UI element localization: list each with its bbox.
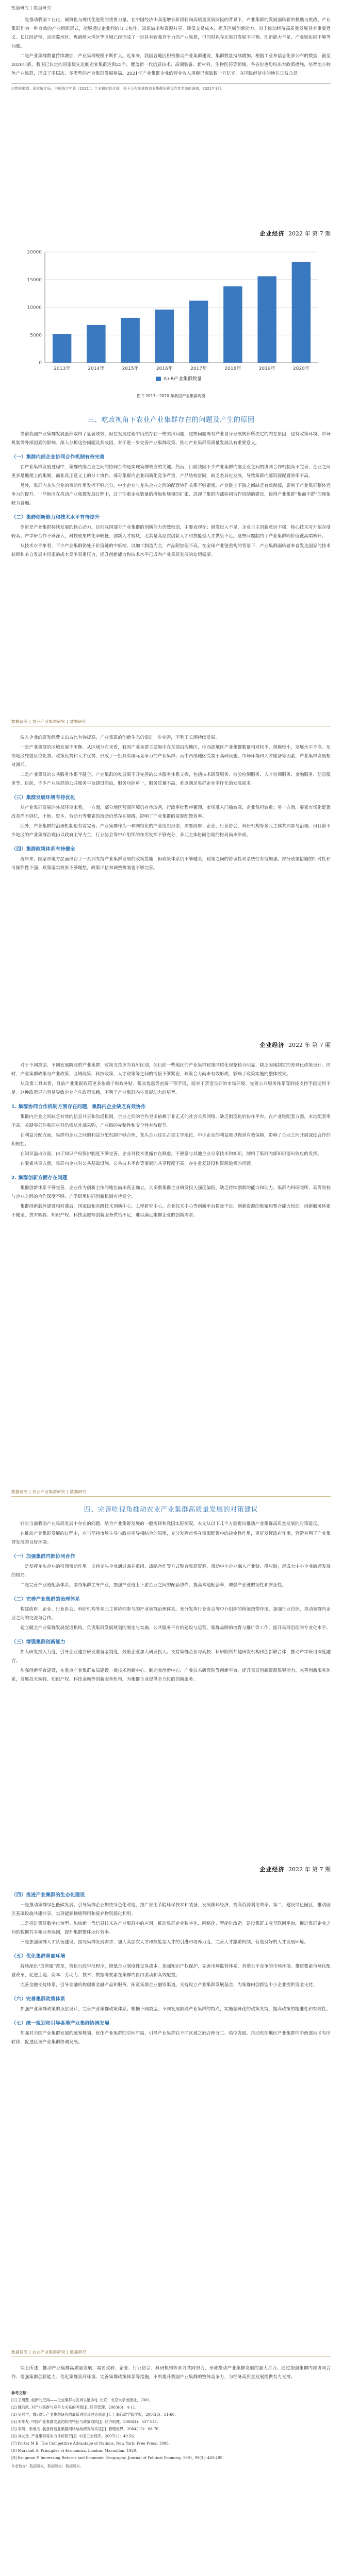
bar	[155, 310, 173, 363]
reference-item: [4] 朱华友. 中国产业集群发展的阶段特征与政策取向[J]. 经济地理，2008(4)：537-541.	[11, 2419, 158, 2424]
paragraph: 在利益分配方面，集群内企业之间的利益分配机制不够合理，龙头企业往往占据主导地位，中小企业的利益难以得到有效保障，影响了企业之间开展深度合作的积极性。	[11, 1133, 331, 1147]
bar	[87, 325, 105, 363]
paragraph: 此外，产业集群的治理机制也有待完善。产业集群作为一种网络化的产业组织形态，需要政府、企业、行业协会、科研机构等多元主体共同参与治理。但目前不少地区的产业集群治理仍以政府主导为主，行业协会等中介组织的作用发挥不够充分，多元主体协同治理的格局尚未形成。	[11, 824, 331, 838]
subsection-title: （四）推进产业集群的生态化建设	[11, 1892, 85, 1898]
page-section-5	[11, 1886, 331, 2048]
page-section-6	[11, 2349, 331, 2469]
paragraph: 一是推动集群绿色低碳发展。引导集群企业加快绿色化改造，推广应用节能环保技术和装备，发展循环经济，提高资源利用效率。第二，建设绿色园区，推动园区基础设施共建共享，实现能源梯级利用和废弃物资源化利用。	[11, 1903, 331, 1917]
references	[11, 2390, 331, 2461]
x-tick-label: 2018年	[224, 366, 241, 371]
references-title: 参考文献：	[11, 2391, 30, 2395]
subsection-title: （三）集群发展环境有待优化	[11, 795, 75, 801]
reference-item: [8] Marshall A. Principles of Economics. London: Macmillan, 1920.	[11, 2448, 138, 2453]
footnote: ①数据来源：国家统计局，中国统计年鉴（2021）；工业和信息化部，关于公布先进制造业集群决赛优胜者名单的通知，2021年3月。	[11, 83, 331, 92]
subsection-title: （六）完善集群政策体系	[11, 1996, 66, 2002]
paragraph: 二是产业集群数量持续增加，产业集群规模不断扩大。近年来，我国各地区积极推动产业集群建设，集群数量持续增加。根据工业和信息化部公布的数据，截至2020年底，我国已认定的国家级先进制造业集群达到25个，覆盖新一代信息技术、高端装备、新材料、生物医药等领域。各省份也纷纷出台政策措施，培育地方特色产业集群，形成了多层次、多类型的产业集群发展格局。2021年产业集群企业的营业收入规模已突破数十万亿元，在国民经济中的地位日益凸显。	[11, 54, 331, 76]
author-note: 作者简介：数据研究，数据研究；数据研究。	[11, 2464, 84, 2468]
folio	[260, 229, 331, 238]
x-tick-label: 2019年	[258, 366, 275, 371]
x-tick-label: 2014年	[87, 366, 104, 371]
paragraph: 综上所述，推动产业集群高质量发展，需要政府、企业、行业协会、科研机构等多方共同努力，形成推动产业集群发展的强大合力。通过加强集群内部协同合作、增强集群创新能力、优化集群营商环境、完善集群政策体系等措施，不断提升我国产业集群的整体竞争力，为经济高质量发展提供有力支撑。	[11, 2366, 331, 2380]
bar	[121, 318, 139, 363]
subsection-title: （二）完善产业集群的治理体系	[11, 1597, 80, 1602]
figure-caption: 图 1 2013—2020 年我国产业集群规模	[137, 394, 205, 398]
paragraph: 创新是产业集群持续发展的核心动力。目前我国部分产业集群的创新能力仍然较弱，主要表现在：研发投入不足，企业自主创新意识不强，核心技术对外依存度较高；产学研合作不够深入，科技成果转化率较低；创新人才短缺，尤其是高层次创新人才和技能型人才供给不足。这些问题制约了产业集群向价值链高端攀升。	[11, 525, 331, 539]
paragraph: 一是发挥龙头企业的引领带动作用。支持龙头企业通过兼并重组、战略合作等方式整合集群资源，带动中小企业融入产业链、供应链，形成大中小企业融通发展的格局。	[11, 1564, 331, 1578]
reference-item: [9] Krugman P. Increasing Returns and Economic Geography. Journal of Political Economy, 1991, 99(3): 483-499.	[11, 2455, 224, 2460]
paragraph: 在产业集群发展过程中，集群内部企业之间的协同合作是实现集群效应的关键。然而，目前我国不少产业集群内部企业之间的协同合作机制尚不完善，企业之间更多是地理上的集聚，而非真正意义上的分工协作。部分集群内企业同质化竞争严重，产品结构雷同，缺乏差异化发展，导致集群内部资源配置效率不高。	[11, 465, 331, 479]
paragraph: 另外，集群内龙头企业的带动作用发挥不够充分，中小企业与龙头企业之间的配套协作关系不够紧密，产业链上下游之间缺乏有效衔接，影响了产业集群整体竞争力的提升。一些地区在推动产业集群发展过程中，过于注重企业数量的增加和规模的扩张，忽视了集群内部协同合作机制的建设，使得产业集群“集而不群”的现象较为普遍。	[11, 483, 331, 506]
y-tick-label: 5000	[29, 333, 42, 338]
subsection-title: （五）优化集群营商环境	[11, 1954, 66, 1959]
issue-label: 2022 年 第 7 期	[288, 1866, 331, 1873]
folio	[260, 1041, 331, 1049]
paragraph: 对于不同类型、不同发展阶段的产业集群，政策支持应当有所区别，但目前一些地区的产业集群政策同质化现象较为明显，缺乏因地制宜的差异化政策设计。同时，产业集群政策与产业政策、区域政策、科技政策、人才政策等之间的衔接不够紧密，政策合力尚未有效形成，影响了政策实施的整体效果。	[11, 1063, 331, 1077]
paragraph: 二是完善产业链配套体系。围绕集群主导产业，加强产业链上下游企业之间的配套协作，提高本地配套率，增强产业链的韧性和安全性。	[20, 1583, 286, 1588]
reference-item: [3] 吴利学，魏后凯. 产业集群研究的最新进展及理论前沿[J]. 上海行政学院学报，2004(3)：51-60.	[11, 2412, 176, 2417]
paragraph: 在推动产业集群发展的过程中，应当坚持市场主导与政府引导相结合的原则，充分发挥市场在资源配置中的决定性作用，更好发挥政府作用，营造有利于产业集群发展的良好环境。	[11, 1531, 331, 1545]
page-section-4	[11, 1489, 331, 1685]
section-3	[11, 407, 331, 561]
paragraph: 集群创新体系不够完善，企业作为创新主体的地位尚未真正确立。大多数集群企业研发投入强度偏低，缺乏持续创新的能力和动力。集群内科研院所、高等院校与企业之间的合作深度不够，产学研用协同创新机制有待健全。	[11, 1185, 331, 1199]
paragraph: 加强创新平台建设，在重点产业集群布局建设一批技术创新中心、制造业创新中心、产业技术研究院等创新平台，提升集群创新资源集聚能力。完善创新服务体系，发展技术转移、知识产权、科技金融等创新服务机构，为集群企业提供全方位的创新服务。	[11, 1668, 331, 1682]
bar	[223, 286, 242, 363]
page-section-1	[11, 5, 331, 92]
subsection-title: （三）增强集群创新能力	[11, 1639, 66, 1645]
x-tick-label: 2017年	[190, 366, 207, 371]
paragraph: 完善金融支持体系，引导金融机构创新金融产品和服务，拓宽集群企业融资渠道。支持设立产业集群发展基金，为集群内创新型中小企业提供资金支持。	[20, 1982, 317, 1988]
page-banner: 数据研究 | 农业产业集群研究 | 数据研究	[11, 719, 331, 726]
reference-item: [7] Porter M E. The Competitive Advantage of Nations. New York: Free Press, 1990.	[11, 2441, 170, 2446]
paragraph: 加强产业集群政策的顶层设计，完善产业集群政策体系。根据不同类型、不同发展阶段产业集群的特点，实施差异化的政策支持，提高政策的精准性和有效性。	[20, 2007, 331, 2012]
bar	[257, 276, 276, 363]
subsection-title: （一）加强集群内部协同合作	[11, 1554, 75, 1560]
x-tick-label: 2020年	[292, 366, 310, 371]
paragraph: ，是推动我国工业化、城镇化与现代化进程的重要力量。在中国经济由高速增长阶段转向高质量发展阶段的背景下，产业集群的发展面临新的机遇与挑战。产业集群作为一种有效的产业组织形式，能够通过企业间的分工协作、知识溢出和资源共享，降低交易成本，提升区域创新能力，对于推动经济高质量发展具有重要意义。长江经济带、京津冀地区、粤港澳大湾区等区域已经形成了一批具有较强竞争力的产业集群，但同时也存在集群发展不平衡、创新能力不足、产业链协同不够等问题。	[11, 18, 331, 49]
paragraph: 从技术水平来看，不少产业集群仍处于价值链的中低端，以加工制造为主，产品附加值不高。在全球产业链重构的背景下，产业集群面临着来自发达国家的技术封锁和来自发展中国家的成本竞争双重压力，提升创新能力和技术水平已成为产业集群发展的迫切需要。	[11, 544, 331, 557]
paragraph: 从产业集群发展的外部环境来看，一方面，部分地区营商环境仍有待改善，行政审批程序繁琐，市场准入门槛较高，企业负担较重；另一方面，要素市场化配置改革尚不到位，土地、资本、劳动力等要素的流动仍然存在障碍，影响了产业集群的资源配置效率。	[11, 805, 331, 819]
page-section-2	[11, 719, 331, 874]
journal-brand: 企业经济	[259, 1866, 285, 1873]
journal-brand: 企业经济	[259, 1042, 285, 1048]
y-tick-label: 20000	[26, 250, 42, 255]
y-tick-label: 15000	[26, 277, 42, 283]
section-title: 四、完善吃视角推动农业产业集群高质量发展的对策建议	[84, 1506, 258, 1514]
reference-item: [2] 魏后凯. 对产业集群与竞争力关系的考察[J]. 经济管理，2003(6)：4-11.	[11, 2405, 137, 2410]
paragraph: 二是产业集群的公共服务体系不健全。产业集群的发展离不开完善的公共服务体系支撑，包括技术研发服务、检验检测服务、人才培训服务、金融服务、信息服务等。目前，不少产业集群的公共服务平台建设滞后，服务功能单一，服务质量不高，难以满足集群企业多样化的发展需求。	[11, 772, 331, 786]
paragraph: 在要素共享方面，集群内企业对公共基础设施、公共技术平台等要素的共享程度不高，存在重复建设和资源浪费的问题。	[20, 1161, 255, 1166]
x-tick-label: 2016年	[156, 366, 173, 371]
page-section-3	[11, 1061, 331, 1221]
paragraph: 构建政府、企业、行业协会、科研机构等多元主体协同参与的产业集群治理体系。充分发挥行业协会等中介组织的桥梁纽带作用，加强行业自律，推动集群内企业之间的交流与合作。	[11, 1607, 331, 1621]
reference-item: [1] 王缉慈. 创新的空间——企业集群与区域发展[M]. 北京：北京大学出版社，2001.	[11, 2398, 151, 2402]
paragraph: 在知识溢出方面，由于知识产权保护制度不够完善，企业对技术泄露存在顾虑，不愿意与其他企业分享技术和知识，制约了集群内部知识溢出效应的发挥。	[20, 1151, 322, 1157]
issue-label: 2022 年 第 7 期	[288, 1042, 331, 1048]
bar	[189, 301, 207, 363]
subsection-title: （一）集群内部企业协同合作机制有待完善	[11, 454, 105, 460]
paragraph: 选入企业的研发经费支出占比有待提高，产业集群的创新生态仍需进一步完善，不利于长期持续发展。	[20, 735, 220, 740]
reference-item: [6] 刘友金. 产业集群竞争力评价研究[J]. 中国工业经济，2007(1)：49-56.	[11, 2434, 135, 2438]
bar-chart	[17, 244, 326, 391]
paragraph: 集群内企业之间缺乏有效的信息共享和沟通机制，企业之间的合作更多依赖于非正式的社会关系网络，缺乏制度化的协作平台。在产业链配套方面，本地配套率不高，关键零部件和原材料仍需从外部采购，产业链的完整性和安全性有待提升。	[11, 1114, 331, 1128]
subsection-title: 1. 集群协同合作机制方面存在问题，集群内企业缺乏有效协作	[11, 1104, 146, 1110]
legend-swatch	[156, 377, 161, 381]
journal-brand: 企业经济	[259, 230, 285, 237]
subsection-title: （二）集群创新能力和技术水平有待提升	[11, 515, 100, 520]
paragraph: 近年来，国家和地方层面出台了一系列支持产业集群发展的政策措施，但政策体系仍不够健全，政策之间的协调性和系统性有待加强。部分政策措施的针对性和可操作性不强，政策落实效果不够理想，政策评估和调整机制也不够完善。	[11, 857, 331, 871]
folio	[260, 1865, 331, 1873]
page-banner: 数据研究 | 农业产业集群研究 | 数据研究	[11, 1489, 331, 1497]
paragraph: 一是产业集群的区域发展不平衡。从区域分布来看，我国产业集群主要集中在东部沿海地区，中西部地区产业集群数量相对较少，规模较小，发展水平不高。东部地区凭借区位优势、政策优势和人才优势，形成了一批具有国际竞争力的产业集群；而中西部地区受制于基础设施、市场环境和人才储备等因素，产业集群发展相对滞后。	[11, 745, 331, 768]
paragraph: 持续深化“放管服”改革，简化行政审批程序，降低企业制度性交易成本。加强知识产权保护，完善市场监管体系，营造公平竞争的市场环境。推进要素市场化配置改革，促进土地、资本、劳动力、技术、数据等要素在集群内自由流动和高效配置。	[11, 1964, 331, 1978]
figure-1	[11, 242, 331, 404]
paragraph: 当前我国产业集群发展虽然取得了显著成效，但在发展过程中仍然存在一些突出问题，这些问题既有产业自身发展规律所决定的内在原因，也有政策环境、市场机制等外部因素的影响。深入分析这些问题及其成因，对于进一步完善产业集群政策、推动产业集群高质量发展具有重要意义。	[11, 432, 331, 446]
chart-svg	[17, 244, 326, 391]
subsection-title: （四）集群政策体系有待健全	[11, 846, 75, 852]
subsection-title: 2. 集群创新方面存在问题	[11, 1175, 68, 1181]
page-banner: 数据研究 | 农业产业集群研究 | 数据研究	[11, 2349, 331, 2357]
legend-label: A+B产业集群数量	[163, 377, 202, 382]
running-head: 数据研究 | 数据研究	[11, 6, 52, 10]
y-tick-label: 0	[38, 361, 42, 366]
paragraph: 集群创新载体建设相对滞后，国家级和省级技术创新中心、工程研究中心、企业技术中心等创新平台数量不足，创新资源的集聚和整合能力较弱。创新服务体系不健全，技术转移、知识产权、科技金融等创新服务供给不足，难以满足集群企业的创新需求。	[11, 1204, 331, 1218]
x-tick-label: 2013年	[53, 366, 70, 371]
paragraph: 从政策工具来看，目前产业集群政策更多依赖于财政补贴、税收优惠等直接干预手段，而对于营造良好的市场环境、完善公共服务体系等间接支持手段运用不足。这种政策导向容易导致企业产生政策依赖，不利于产业集群内生发展动力的培育。	[11, 1081, 331, 1095]
paragraph: 建立健全产业集群发展促进机构，负责集群发展规划的制定与实施、公共服务平台的建设与运营、集群品牌的培育与推广等工作，提升集群治理的专业化水平。	[20, 1625, 331, 1631]
reference-item: [5] 李凯，李世杰. 装备制造业集群网络结构研究与实证[J]. 管理世界，2004(12)：68-76.	[11, 2427, 160, 2431]
x-tick-label: 2015年	[122, 366, 139, 371]
y-tick-label: 10000	[26, 305, 42, 311]
paragraph: 加强对全国产业集群发展的统筹规划，优化产业集群的空间布局，引导产业集群在不同区域之间合理分工、错位发展。推动东部地区产业集群向中西部地区有序转移，促进区域产业集群协调发展。	[11, 2031, 331, 2045]
bar	[291, 262, 310, 363]
paragraph: 二是推进集群数字化转型。加快新一代信息技术在产业集群中的应用，推动集群企业数字化、网络化、智能化改造。建设集群工业互联网平台，促进集群企业之间的数据共享和业务协同，提升集群整体运行效率。	[11, 1921, 331, 1935]
subsection-title: （七）统一规划和引导各地产业集群协调发展	[11, 2021, 110, 2026]
paragraph: 针对当前我国产业集群发展中存在的问题，结合产业集群发展的一般规律和我国实际情况，本文从以下几个方面提出推动产业集群高质量发展的对策建议。	[20, 1521, 322, 1527]
bar	[52, 334, 71, 363]
paragraph: 加大研发投入力度，引导企业建立研发准备金制度，鼓励企业加大研发投入。支持集群企业与高校、科研院所共建研发机构和创新联合体，推动产学研用深度融合。	[11, 1650, 331, 1664]
paragraph: 三是加强集群人才队伍建设。围绕集群发展需求，加大高层次人才和技能型人才的引进和培养力度，完善人才激励机制，营造良好的人才发展环境。	[20, 1940, 308, 1945]
issue-label: 2022 年 第 7 期	[288, 230, 331, 237]
section-title: 三、吃政视角下农业产业集群存在的问题及产生的原因	[87, 416, 255, 424]
